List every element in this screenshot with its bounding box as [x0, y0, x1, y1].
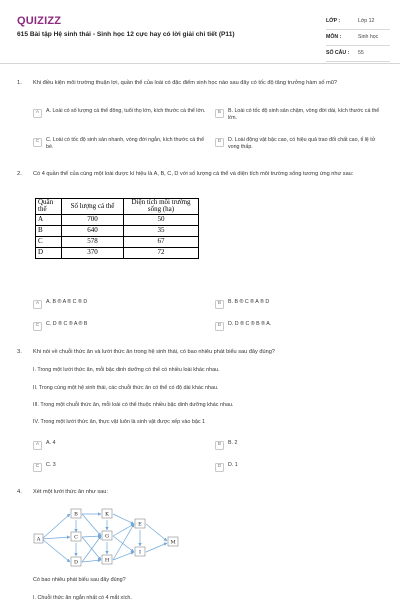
food-web-node-label: A: [36, 536, 41, 543]
option-b[interactable]: [215, 108, 387, 122]
statement-4: IV. Trong một lưới thức ăn, thực vật luôn là sinh vật được xếp vào bậc 1: [33, 419, 206, 425]
food-web-node-label: G: [105, 533, 109, 540]
table-row: D 370 72: [36, 247, 199, 258]
question-text: Khi điều kiện môi trường thuận lợi, quần thể của loài có đặc điểm sinh học nào sau đây có tốc độ tăng trưởng hàm số mũ?: [33, 80, 337, 86]
question-1: [17, 80, 387, 160]
option-letter: A: [33, 300, 42, 309]
question-number: 4.: [17, 489, 22, 495]
option-c[interactable]: [33, 137, 209, 151]
statement-2: II. Trong cùng một hệ sinh thái, các chuỗi thức ăn có thể có độ dài khác nhau.: [33, 385, 219, 391]
question-text: Khi nói về chuỗi thức ăn và lưới thức ăn trong hệ sinh thái, có bao nhiêu phát biểu sau đây đúng?: [33, 349, 275, 355]
option-text: D. D ® C ® B ® A.: [228, 321, 272, 327]
option-text: D. Loài động vật bậc cao, có hiệu quả trao đổi chất cao, tỉ lệ tử vong thấp.: [228, 137, 376, 150]
food-web-node-label: E: [138, 521, 142, 528]
table-header: Diện tích môi trường sống (ha): [124, 199, 199, 215]
option-letter: A: [33, 109, 42, 118]
food-web-node-label: D: [73, 559, 79, 566]
option-letter: C: [33, 463, 42, 472]
table-row: A 700 50: [36, 214, 199, 225]
option-text: B. 2: [228, 440, 238, 446]
option-text: B. Loài có tốc độ sinh sản chậm, vòng đời dài, kích thước cá thể lớn.: [228, 108, 380, 121]
meta-grade: LỚP : Lớp 12: [326, 14, 390, 30]
worksheet-meta: [326, 14, 390, 62]
option-text: A. Loài có số lượng cá thể đông, tuổi thọ lớn, kích thước cá thể lớn.: [46, 108, 206, 114]
option-letter: D: [215, 463, 224, 472]
meta-question-count: SỐ CÂU : 55: [326, 46, 390, 62]
option-text: D. 1: [228, 462, 238, 468]
option-b[interactable]: [215, 440, 387, 450]
question-number: 2.: [17, 171, 22, 177]
question-text: Xét một lưới thức ăn như sau:: [33, 489, 108, 495]
food-web-node-label: H: [104, 557, 110, 564]
worksheet-header: [0, 0, 400, 64]
option-letter: D: [215, 138, 224, 147]
question-3: [17, 349, 387, 474]
food-web-node-label: I: [139, 549, 141, 556]
meta-subject: MÔN : Sinh học: [326, 30, 390, 46]
option-d[interactable]: [215, 321, 387, 331]
food-web-node-label: C: [74, 534, 78, 541]
option-d[interactable]: [215, 137, 387, 151]
option-text: C. 3: [46, 462, 56, 468]
statement-1: I. Chuỗi thức ăn ngắn nhất có 4 mắt xích.: [33, 595, 132, 600]
statement-3: III. Trong một chuỗi thức ăn, mỗi loài có thể thuộc nhiều bậc dinh dưỡng khác nhau.: [33, 402, 234, 408]
option-letter: C: [33, 322, 42, 331]
option-letter: B: [215, 109, 224, 118]
option-letter: B: [215, 441, 224, 450]
option-c[interactable]: [33, 462, 209, 472]
option-d[interactable]: [215, 462, 387, 472]
option-text: A. B ® A ® C ® D: [46, 299, 88, 305]
option-b[interactable]: [215, 299, 387, 309]
food-web-diagram: [30, 506, 200, 570]
option-letter: A: [33, 441, 42, 450]
option-letter: C: [33, 138, 42, 147]
option-letter: B: [215, 300, 224, 309]
table-header: Số lượng cá thể: [62, 199, 124, 215]
option-letter: D: [215, 322, 224, 331]
option-c[interactable]: [33, 321, 209, 331]
option-a[interactable]: [33, 299, 209, 309]
table-header: Quần thể: [36, 199, 62, 215]
table-row: C 578 67: [36, 236, 199, 247]
question-text: Có 4 quần thể của cùng một loài được kí hiệu là A, B, C, D với số lượng cá thể và diện tích môi trường sống tương ứng như sau:: [33, 171, 354, 177]
worksheet-title: 615 Bài tập Hệ sinh thái - Sinh học 12 cực hay có lời giải chi tiết (P11): [17, 31, 235, 38]
table-row: B 640 35: [36, 225, 199, 236]
question-2: [17, 171, 387, 191]
question-prompt: Có bao nhiêu phát biểu sau đây đúng?: [33, 577, 126, 583]
option-text: B. B ® C ® A ® D: [228, 299, 270, 305]
statement-1: I. Trong một lưới thức ăn, mỗi bậc dinh dưỡng có thể có nhiều loài khác nhau.: [33, 367, 220, 373]
question-2-options: [17, 299, 387, 329]
food-web-node-label: B: [74, 511, 78, 518]
question-number: 3.: [17, 349, 22, 355]
food-web-node-label: M: [170, 539, 176, 546]
population-table: [35, 198, 199, 259]
option-text: C. Loài có tốc độ sinh sản nhanh, vòng đời ngắn, kích thước cá thể bé.: [46, 137, 205, 150]
food-web-node-label: K: [105, 511, 109, 518]
option-a[interactable]: [33, 108, 209, 118]
quizizz-logo: QUIZIZZ: [17, 15, 62, 27]
question-number: 1.: [17, 80, 22, 86]
option-text: A. 4: [46, 440, 56, 446]
option-text: C. D ® C ® A ® B: [46, 321, 88, 327]
option-a[interactable]: [33, 440, 209, 450]
